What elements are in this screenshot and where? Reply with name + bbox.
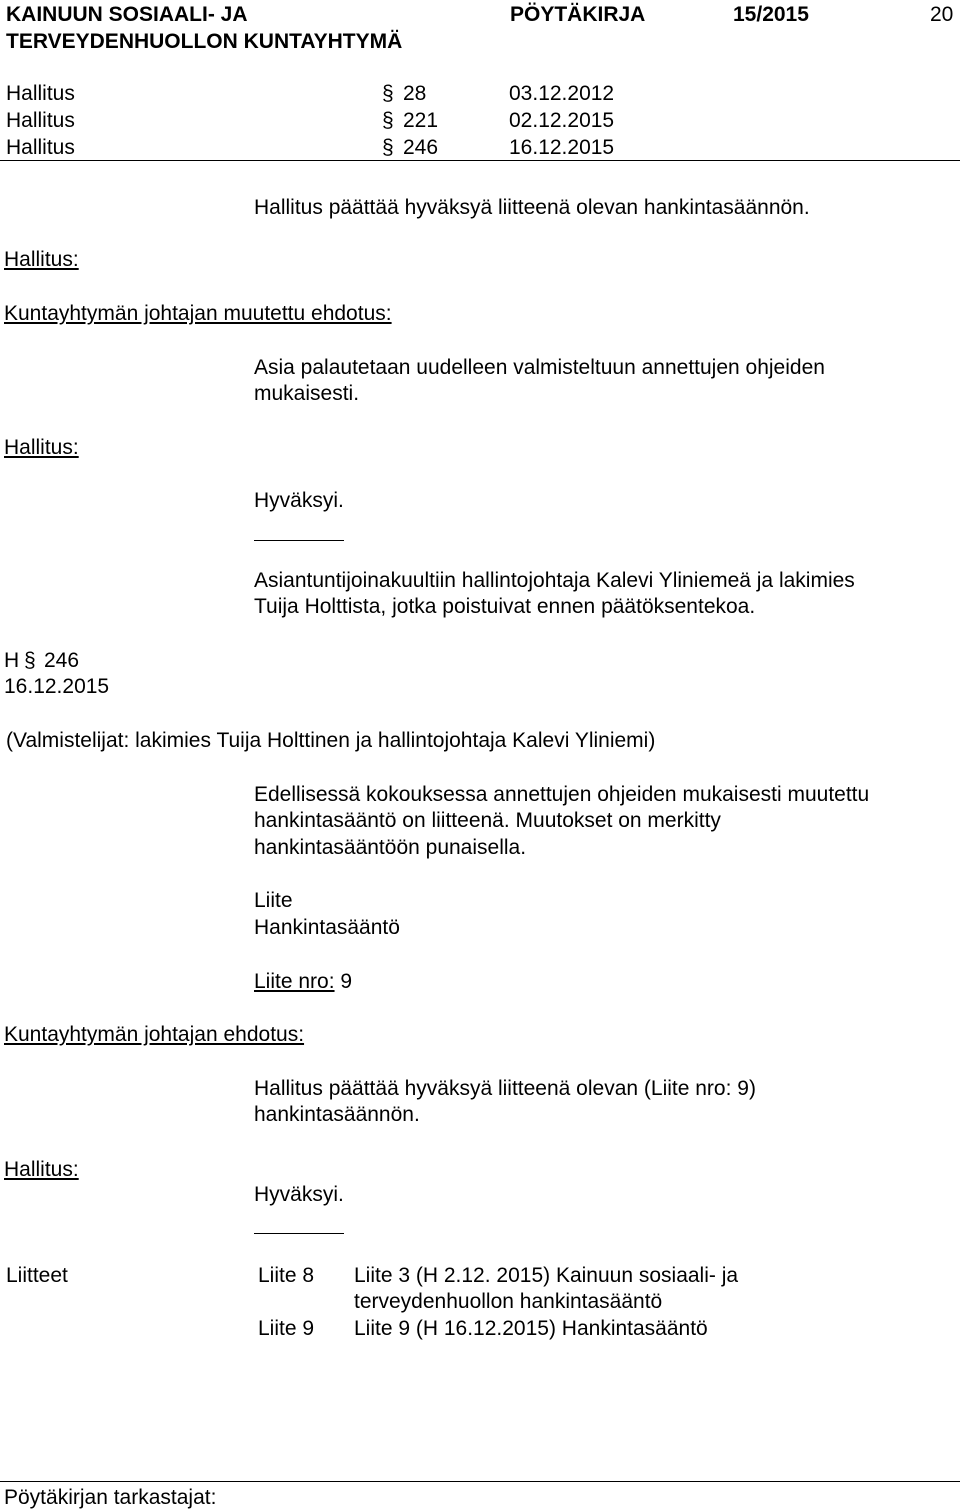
experts-line2: Tuija Holttista, jotka poistuivat ennen päätöksentekoa.	[254, 595, 756, 618]
attachment-number-label: Liite nro:	[254, 970, 335, 993]
history-date: 02.12.2015	[509, 109, 615, 132]
hallitus-label: Hallitus:	[4, 436, 79, 459]
history-number: 28	[403, 82, 427, 105]
body-line2: hankintasääntö on liitteenä. Muutokset on merkitty	[254, 809, 721, 832]
section-number: 246	[44, 649, 80, 672]
hallitus-label: Hallitus:	[4, 1158, 79, 1181]
history-date: 03.12.2012	[509, 82, 615, 105]
decision-underline	[254, 1233, 344, 1234]
body-line3: hankintasääntöön punaisella.	[254, 836, 527, 859]
footer-divider	[0, 1481, 960, 1482]
section-symbol: §	[24, 649, 36, 672]
earlier-decision-text: Hallitus päättää hyväksyä liitteenä olevan hankintasäännön.	[254, 196, 810, 219]
proposal-line1: Hallitus päättää hyväksyä liitteenä olevan (Liite nro: 9)	[254, 1077, 756, 1100]
attachment-desc: terveydenhuollon hankintasääntö	[354, 1290, 663, 1313]
document-number: 15/2015	[733, 3, 809, 26]
history-number: 221	[403, 109, 439, 132]
history-body: Hallitus	[6, 136, 75, 159]
decision-text: Hyväksyi.	[254, 1183, 344, 1206]
proposal-line2: hankintasäännön.	[254, 1103, 420, 1126]
attachment-label: Liite	[254, 889, 293, 912]
attachment-id: Liite 8	[258, 1264, 315, 1287]
experts-line1: Asiantuntijoinakuultiin hallintojohtaja Kalevi Yliniemeä ja lakimies	[254, 569, 855, 592]
modified-proposal-label: Kuntayhtymän johtajan muutettu ehdotus:	[4, 302, 392, 325]
modified-proposal-line2: mukaisesti.	[254, 382, 360, 405]
section-symbol: §	[382, 109, 394, 132]
header-divider	[0, 160, 960, 161]
history-body: Hallitus	[6, 82, 75, 105]
section-date: 16.12.2015	[4, 675, 110, 698]
attachment-number-value: 9	[340, 970, 353, 993]
modified-proposal-line1: Asia palautetaan uudelleen valmisteltuun annettujen ohjeiden	[254, 356, 825, 379]
history-body: Hallitus	[6, 109, 75, 132]
attachments-label: Liitteet	[6, 1264, 68, 1287]
org-name-line1: KAINUUN SOSIAALI- JA	[6, 3, 248, 26]
preparers: (Valmistelijat: lakimies Tuija Holttinen ja hallintojohtaja Kalevi Yliniemi)	[6, 729, 656, 752]
attachment-name: Hankintasääntö	[254, 916, 400, 939]
reviewers-label: Pöytäkirjan tarkastajat:	[4, 1486, 217, 1509]
section-prefix: H	[4, 649, 20, 672]
attachment-desc: Liite 3 (H 2.12. 2015) Kainuun sosiaali- ja	[354, 1264, 739, 1287]
page-number: 20	[930, 3, 954, 26]
document-type: PÖYTÄKIRJA	[510, 3, 646, 26]
hallitus-label: Hallitus:	[4, 248, 79, 271]
history-number: 246	[403, 136, 439, 159]
attachment-number	[254, 969, 352, 995]
section-symbol: §	[382, 82, 394, 105]
section-symbol: §	[382, 136, 394, 159]
org-name-line2: TERVEYDENHUOLLON KUNTAYHTYMÄ	[6, 30, 403, 53]
attachment-desc: Liite 9 (H 16.12.2015) Hankintasääntö	[354, 1317, 708, 1340]
proposal-label: Kuntayhtymän johtajan ehdotus:	[4, 1023, 305, 1046]
attachment-id: Liite 9	[258, 1317, 315, 1340]
body-line1: Edellisessä kokouksessa annettujen ohjeiden mukaisesti muutettu	[254, 783, 870, 806]
history-date: 16.12.2015	[509, 136, 615, 159]
decision-text: Hyväksyi.	[254, 489, 344, 512]
decision-underline	[254, 540, 344, 541]
